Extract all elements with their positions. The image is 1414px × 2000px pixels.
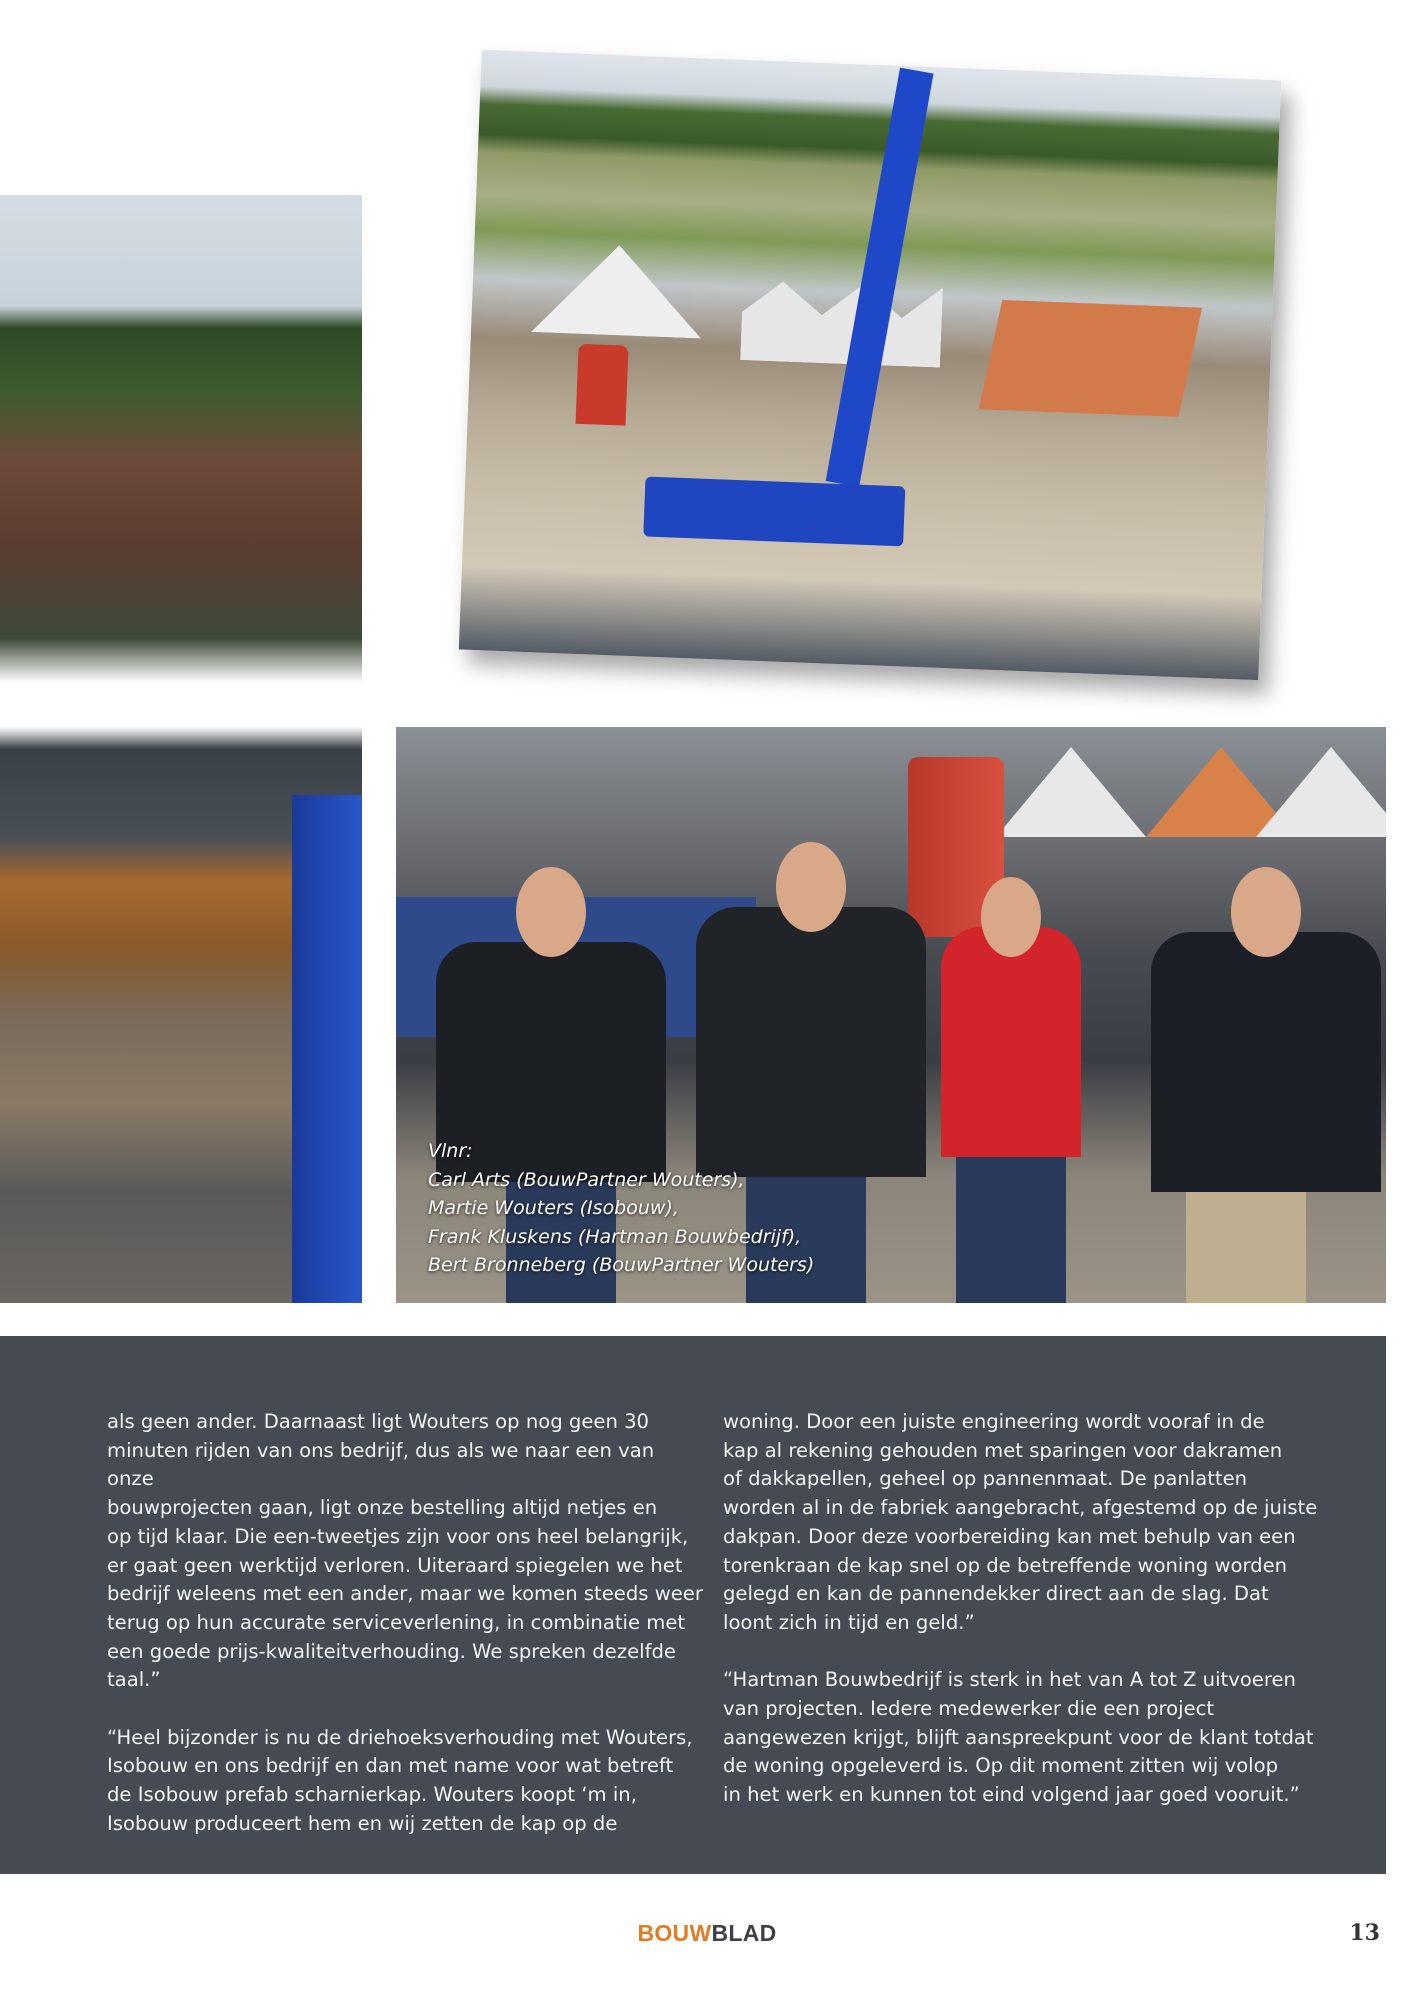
- article-paragraph: “Heel bijzonder is nu de driehoeksverhouding met Wouters, Isobouw en ons bedrijf en dan met name voor wat betreft de Isobouw prefab scharnierkap. Wouters koopt ‘m in, Isobouw produceert hem en wij zetten de kap op de: [107, 1725, 693, 1835]
- person-4-head: [1231, 867, 1301, 957]
- person-3-legs: [956, 1147, 1066, 1303]
- house-roof-3: [1256, 747, 1386, 837]
- article-paragraph: woning. Door een juiste engineering wordt vooraf in de kap al rekening gehouden met sparingen voor dakramen of dakkapellen, geheel op pannenmaat. De panlatten worden al in de fabriek aangebracht, afgestemd op de juiste dakpan. Door deze voorbereiding kan met behulp van een torenkraan de kap snel op de betreffende woning worden gelegd en kan de pannendekker direct aan de slag. Dat loont zich in tijd en geld.”: [723, 1410, 1318, 1634]
- person-4: [1151, 932, 1381, 1192]
- article-text-panel: [0, 1336, 1386, 1874]
- roof-orange: [979, 300, 1202, 417]
- photo-aerial-top: [459, 50, 1281, 680]
- magazine-logo: [0, 1920, 1414, 1947]
- crane-boom: [826, 68, 934, 487]
- article-column-left: [107, 1408, 707, 1839]
- silo: [576, 344, 629, 426]
- article-column-right: [723, 1408, 1343, 1810]
- photo-aerial-top-image: [459, 50, 1281, 680]
- crane-truck: [643, 476, 905, 546]
- person-3: [941, 927, 1081, 1157]
- article-paragraph: “Hartman Bouwbedrijf is sterk in het van A tot Z uitvoeren van projecten. Iedere medewerker die een project aangewezen krijgt, blijft aanspreekpunt voor de klant totdat de woning opgeleverd is. Op dit moment zitten wij volop in het werk en kunnen tot eind volgend jaar goed vooruit.”: [723, 1668, 1314, 1807]
- page-number: 13: [1349, 1920, 1380, 1946]
- caption-line: Bert Bronneberg (BouwPartner Wouters): [428, 1254, 815, 1276]
- photo-caption: [428, 1137, 848, 1280]
- person-2-head: [776, 842, 846, 932]
- person-1-head: [516, 867, 586, 957]
- house-roof-1: [996, 747, 1146, 837]
- article-paragraph: als geen ander. Daarnaast ligt Wouters op nog geen 30 minuten rijden van ons bedrijf, dus als we naar een van onze bouwprojecten gaan, ligt onze bestelling altijd netjes en op tijd klaar. Die een-tweetjes zijn voor ons heel belangrijk, er gaat geen werktijd verloren. Uiteraard spiegelen we het bedrijf weleens met een ander, maar we komen steeds weer terug op hun accurate serviceverlening, in combinatie met een goede prijs-kwaliteitverhouding. We spreken dezelfde taal.”: [107, 1410, 703, 1692]
- crane-arm: [292, 795, 362, 1303]
- roof-white-2: [740, 280, 943, 368]
- photo-aerial-left: [0, 195, 362, 1303]
- logo-part-blad: BLAD: [711, 1920, 777, 1946]
- caption-line: Frank Kluskens (Hartman Bouwbedrijf),: [428, 1225, 802, 1248]
- photo-group-portrait: [396, 727, 1386, 1303]
- caption-line: Martie Wouters (Isobouw),: [428, 1197, 679, 1219]
- caption-line: Carl Arts (BouwPartner Wouters),: [428, 1168, 745, 1191]
- logo-part-bouw: BOUW: [637, 1920, 712, 1946]
- person-3-head: [981, 877, 1041, 957]
- person-4-legs: [1186, 1187, 1306, 1303]
- caption-line: Vlnr:: [428, 1140, 473, 1162]
- roof-white-1: [531, 242, 704, 338]
